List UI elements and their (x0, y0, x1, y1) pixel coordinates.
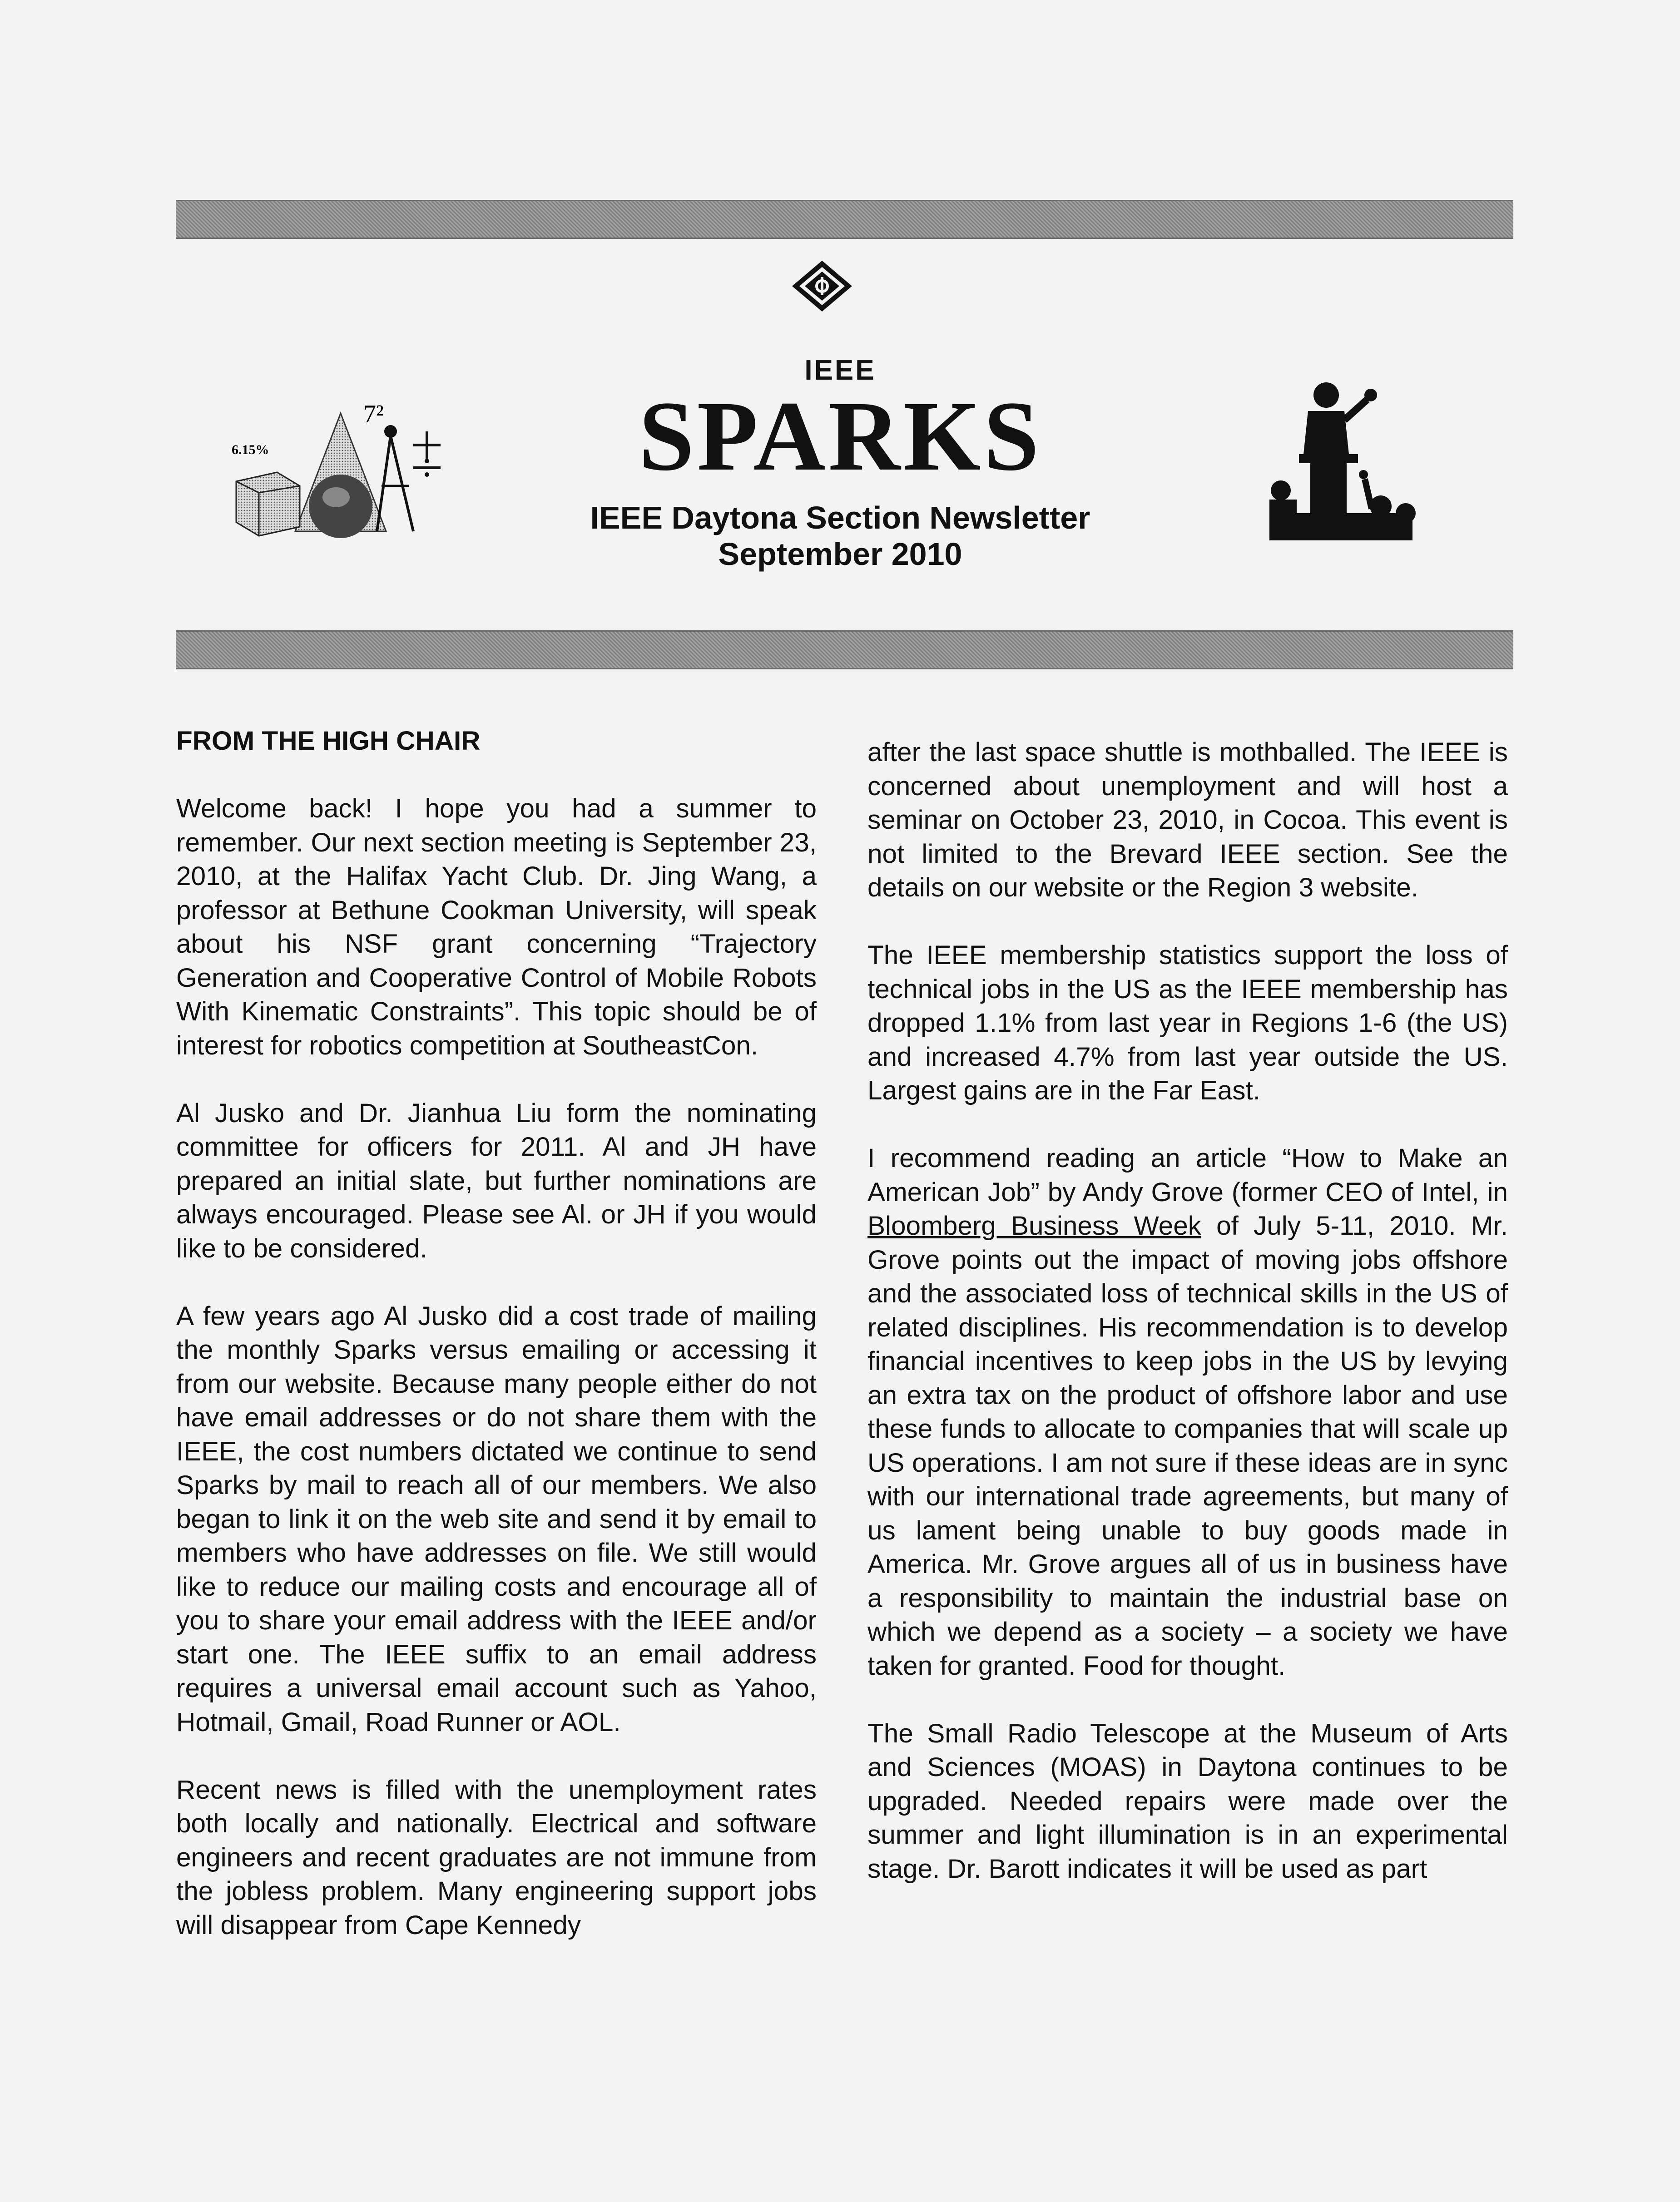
paragraph-welcome: Welcome back! I hope you had a summer to remember. Our next section meeting is September 23, 2010, at the Halifax Yacht Club. Dr. Jing Wang, a professor at Bethune Cookman University, will speak about his NSF grant concerning “Trajectory Generation and Cooperative Control of Mobile Robots With Kinematic Constraints”. This topic should be of interest for robotics competition at SoutheastCon. (176, 794, 817, 1060)
clipart-label-power: 7² (363, 400, 384, 428)
bloomberg-link[interactable]: Bloomberg Business Week (867, 1211, 1201, 1241)
paragraph-shuttle: after the last space shuttle is mothballed. The IEEE is concerned about unemployment and will host a seminar on October 23, 2010, in Cocoa. This event is not limited to the Brevard IEEE section. See the details on our website or the Region 3 website. (867, 737, 1508, 902)
paragraph-grove (867, 1142, 1508, 1683)
geometry-clipart (227, 395, 454, 545)
grove-text-end: of July 5-11, 2010. Mr. Grove points out the impact of moving jobs offshore and the associated loss of technical skills in the US of related disciplines. His recommendation is to develop financial incentives to keep jobs in the US by levying an extra tax on the product of offshore labor and use these funds to allocate to companies that will scale up US operations. I am not sure if these ideas are in sync with our international trade agreements, but many of us lament being unable to buy goods made in America. Mr. Grove argues all of us in business have a responsibility to maintain the industrial base on which we depend as a society – a society we have taken for granted. Food for thought. (867, 1211, 1508, 1681)
header-band-bottom (176, 630, 1513, 669)
article-heading: FROM THE HIGH CHAIR (176, 726, 481, 756)
subtitle-line: IEEE Daytona Section Newsletter (590, 500, 1090, 535)
issue-date: September 2010 (718, 536, 962, 572)
paragraph-unemployment: Recent news is filled with the unemployment rates both locally and nationally. Electrical and software engineers and recent graduates are not immune from the jobless problem. Many engineering support jobs will disappear from Cape Kennedy (176, 1775, 817, 1940)
paragraph-membership: The IEEE membership statistics support the loss of technical jobs in the US as the IEEE membership has dropped 1.1% from last year in Regions 1-6 (the US) and increased 4.7% from last year outside the US. Largest gains are in the Far East. (867, 940, 1508, 1105)
speaker-podium-clipart (1267, 377, 1422, 545)
org-name: IEEE (804, 355, 876, 386)
newsletter-title: SPARKS (639, 381, 1042, 491)
article-column-right (867, 736, 1508, 1920)
paragraph-mailing: A few years ago Al Jusko did a cost trade of mailing the monthly Sparks versus emailing or accessing it from our website. Because many people either do not have email addresses or do not share them with the IEEE, the cost numbers dictated we continue to send Sparks by mail to reach all of our members. We also began to link it on the web site and send it by email to members who have addresses on file. We still would like to reduce our mailing costs and encourage all of you to share your email address with the IEEE and/or start one. The IEEE suffix to an email address requires a universal email account such as Yahoo, Hotmail, Gmail, Road Runner or AOL. (176, 1301, 817, 1737)
paragraph-telescope: The Small Radio Telescope at the Museum of Arts and Sciences (MOAS) in Daytona continues to be upgraded. Needed repairs were made over the summer and light illumination is in an experimental stage. Dr. Barott indicates it will be used as part (867, 1718, 1508, 1884)
header-band-top (176, 200, 1513, 239)
paragraph-nominating: Al Jusko and Dr. Jianhua Liu form the nominating committee for officers for 2011. Al and JH have prepared an initial slate, but further nominations are always encouraged. Please see Al. or JH if you would like to be considered. (176, 1098, 817, 1263)
newsletter-subtitle (500, 500, 1181, 572)
clipart-label-percent: 6.15% (232, 442, 269, 457)
grove-text-start: I recommend reading an article “How to Make an American Job” by Andy Grove (former CEO of Intel, in (867, 1143, 1508, 1207)
ieee-diamond-logo (790, 259, 854, 313)
article-column-left (176, 724, 817, 1976)
